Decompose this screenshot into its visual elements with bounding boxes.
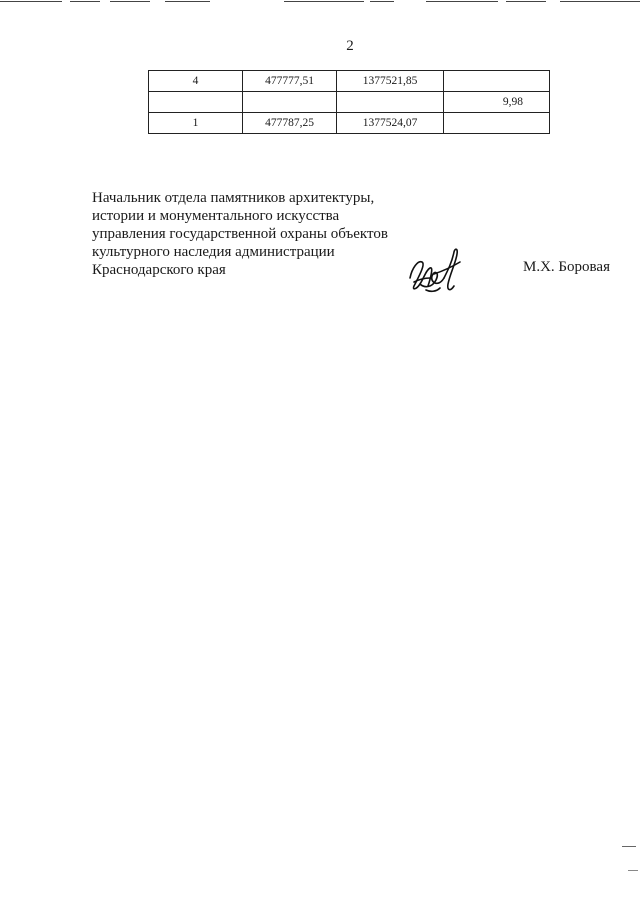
- point-number-cell: [149, 92, 243, 113]
- handwritten-signature-icon: [404, 244, 468, 296]
- scan-edge-line: [628, 870, 638, 871]
- position-line: управления государственной охраны объектов: [92, 226, 388, 242]
- position-line: Краснодарского края: [92, 262, 226, 278]
- table-row: [149, 113, 550, 134]
- page-number: 2: [346, 38, 354, 54]
- point-number-cell: 4: [149, 71, 243, 92]
- scan-edge-line: [110, 1, 150, 2]
- point-number-cell: 1: [149, 113, 243, 134]
- scan-edge-line: [165, 1, 210, 2]
- x-coordinate-cell: 477777,51: [243, 71, 337, 92]
- y-coordinate-cell: 1377521,85: [337, 71, 444, 92]
- position-line: Начальник отдела памятников архитектуры,: [92, 190, 375, 206]
- x-coordinate-cell: 477787,25: [243, 113, 337, 134]
- table-row: [149, 71, 550, 92]
- y-coordinate-cell: 1377524,07: [337, 113, 444, 134]
- y-coordinate-cell: [337, 92, 444, 113]
- distance-cell: 9,98: [444, 92, 550, 113]
- table-row: [149, 92, 550, 113]
- signatory-position: [92, 189, 388, 279]
- scan-edge-line: [70, 1, 100, 2]
- scan-edge-line: [0, 1, 62, 2]
- scan-edge-line: [560, 1, 640, 2]
- coordinates-table: [148, 70, 550, 134]
- scan-edge-line: [370, 1, 394, 2]
- distance-cell: [444, 113, 550, 134]
- scan-edge-line: [506, 1, 546, 2]
- x-coordinate-cell: [243, 92, 337, 113]
- scan-edge-line: [284, 1, 364, 2]
- position-line: культурного наследия администрации: [92, 244, 335, 260]
- scan-edge-line: [426, 1, 498, 2]
- distance-cell: [444, 71, 550, 92]
- scan-edge-line: [622, 846, 636, 847]
- position-line: истории и монументального искусства: [92, 208, 340, 224]
- signatory-name: М.Х. Боровая: [523, 259, 610, 275]
